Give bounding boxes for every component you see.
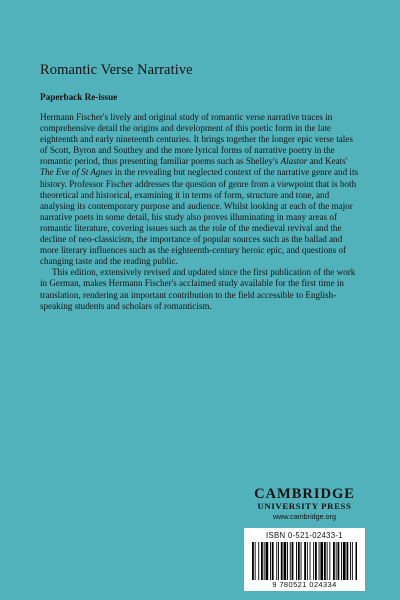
barcode-bar: [333, 542, 335, 580]
barcode-bar: [347, 542, 349, 580]
barcode-bar: [252, 542, 254, 580]
barcode-bar: [313, 542, 314, 580]
barcode-bar: [281, 542, 283, 580]
barcode-bar: [298, 542, 300, 580]
publisher-name: CAMBRIDGE: [254, 486, 355, 502]
barcode-bar: [356, 542, 358, 580]
barcode-bar: [258, 542, 259, 580]
book-title: Romantic Verse Narrative: [40, 62, 193, 78]
barcode-bar: [276, 542, 277, 580]
barcode-bar: [343, 542, 346, 580]
publisher-press: UNIVERSITY PRESS: [257, 501, 352, 511]
barcode-bar: [320, 542, 323, 580]
barcode-bar: [290, 542, 291, 580]
barcode-bar: [350, 542, 351, 580]
barcode-bar: [329, 542, 330, 580]
ean-digits: 9 780521 024334: [272, 580, 337, 589]
barcode-bar: [319, 542, 320, 580]
barcode-bar: [261, 542, 263, 580]
barcode-bar: [270, 542, 271, 580]
barcode-bar: [301, 542, 302, 580]
barcode-bar: [338, 542, 340, 580]
barcode-bar: [272, 542, 274, 580]
barcode-bar: [324, 542, 326, 580]
blurb-text: Hermann Fischer's lively and original study of romantic verse narrative traces in comprehensive detail the origins and development of this poetic form in the late eighteenth and early nineteenth centuries. It brings together the longer epic verse tales of Scott, Byron and Southey and the more lyrical forms of narrative poetry in the romantic period, thus presenting familiar poems such as Shelley's: [40, 112, 353, 167]
barcode-bar: [266, 542, 269, 580]
publisher-url: www.cambridge.org: [272, 512, 337, 521]
isbn-label: ISBN 0-521-02433-1: [266, 531, 343, 540]
barcode-bar: [327, 542, 328, 580]
publisher-logo: [247, 487, 362, 521]
barcode-bar: [304, 542, 306, 580]
barcode-bar: [287, 542, 288, 580]
work-title-eve-of-st-agnes: The Eve of St Agnes: [40, 167, 113, 178]
blurb-paragraph-1: [40, 112, 358, 267]
barcode-bar: [341, 542, 342, 580]
barcode-bar: [255, 542, 256, 580]
barcode-bar: [352, 542, 353, 580]
barcode-panel: [244, 528, 365, 591]
blurb-paragraph-2: This edition, extensively revised and updated since the first publication of the work in German, makes Hermann Fischer's acclaimed study available for the first time in translation, rendering an important contribution to the field accessible to English-speaking students and scholars of romanticism.: [40, 267, 356, 311]
barcode-bar: [278, 542, 279, 580]
edition-label: Paperback Re-issue: [40, 92, 118, 102]
work-title-alastor: Alastor: [280, 156, 308, 167]
blurb-text: in the revealing but neglected context of the narrative genre and its history. Professor Fischer addresses the question of genre from a viewpoint that is both theoretical and historical, examining it in terms of form, structure and tone, and analysing its contemporary purpose and audience. Whilst looking at each of the major narrative poets in some detail, his study also proves illuminating in many areas of romantic literature, covering issues such as the role of the medieval revival and the decline of neo-classicism, the importance of popular sources such as the ballad and more literary influences such as the eighteenth-century heroic epic, and questions of changing taste and the reading public.: [40, 167, 359, 267]
blurb-text: and Keats': [307, 156, 348, 167]
barcode-bar: [264, 542, 265, 580]
blurb: [40, 112, 358, 312]
barcode-bar: [310, 542, 311, 580]
barcode-icon: [252, 542, 357, 580]
barcode-bar: [292, 542, 294, 580]
barcode-bar: [336, 542, 337, 580]
barcode-bar: [284, 542, 287, 580]
barcode-bar: [296, 542, 297, 580]
barcode-bar: [315, 542, 317, 580]
barcode-bar: [307, 542, 308, 580]
